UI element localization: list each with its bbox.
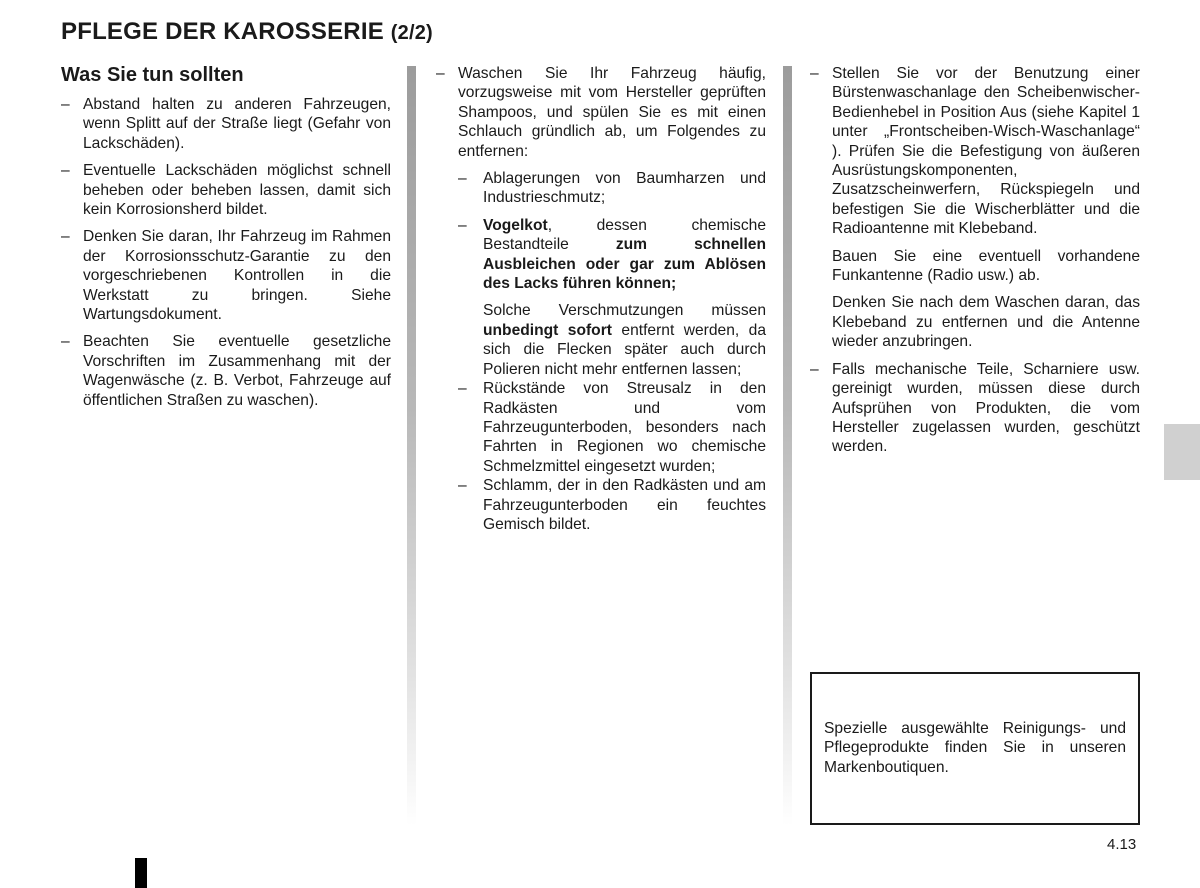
- sub-list-item: [458, 476, 766, 534]
- sub-list-item: [458, 379, 766, 476]
- section-heading: Was Sie tun sollten: [61, 64, 244, 86]
- paragraph-text: entfernt werden, da sich die Flecken später auch durch Polieren nicht mehr entfernen lassen;: [483, 321, 766, 378]
- dash-bullet: –: [458, 477, 467, 495]
- list-item: [436, 64, 766, 161]
- sub-list-item-text: Ablagerungen von Baumharzen und Industrieschmutz;: [483, 170, 766, 207]
- paragraph: Bauen Sie eine eventuell vorhandene Funkantenne (Radio usw.) ab.: [832, 247, 1140, 285]
- dash-bullet: –: [458, 380, 467, 398]
- column-car-wash: [810, 64, 1140, 465]
- page-number: 4.13: [1107, 836, 1137, 853]
- list-item: [810, 360, 1140, 457]
- dash-bullet: –: [61, 333, 70, 351]
- note-text: Spezielle ausgewählte Reinigungs- und Pflegeprodukte finden Sie in unseren Markenboutiquen.: [824, 720, 1126, 776]
- list-item-text: Waschen Sie Ihr Fahrzeug häufig, vorzugsweise mit vom Hersteller geprüften Shampoos, und spülen Sie es mit einen Schlauch gründlich ab, um Folgendes zu entfernen:: [458, 65, 766, 160]
- column-divider: [783, 66, 792, 826]
- list-item-text: Beachten Sie eventuelle gesetzliche Vorschriften im Zusammenhang mit der Wagenwäsche (z. B. Verbot, Fahrzeuge auf öffentlichen Straßen zu waschen).: [83, 333, 391, 409]
- column-what-to-do: [61, 64, 391, 418]
- dash-bullet: –: [458, 216, 467, 234]
- column-washing: [436, 64, 766, 534]
- list-item-text: Stellen Sie vor der Benutzung einer Bürstenwaschanlage den Scheibenwischer-Bedienhebel in Position Aus (siehe Kapitel 1 unter „Frontscheiben-Wisch-Waschanlage“ ). Prüfen Sie die Befestigung von äußeren Ausrüstungskomponenten, Zusatzscheinwerfern, Rückspiegeln und befestigen Sie die Wischerblätter und die Radioantenne mit Klebeband.: [832, 65, 1140, 238]
- dash-bullet: –: [61, 96, 70, 113]
- list-item: [61, 227, 391, 324]
- column-divider: [407, 66, 416, 826]
- list-item-text: Abstand halten zu anderen Fahrzeugen, wenn Splitt auf der Straße liegt (Gefahr von Lackschäden).: [83, 96, 391, 152]
- page-title: [61, 18, 433, 46]
- sub-paragraph: [483, 301, 766, 379]
- sub-list-item-text: Rückstände von Streusalz in den Radkästen und vom Fahrzeugunterboden, besonders nach Fahrten in Regionen wo chemische Schmelzmittel eingesetzt wurden;: [483, 380, 766, 475]
- list-item: [61, 332, 391, 410]
- list-item: [810, 64, 1140, 239]
- chapter-tab: [1164, 424, 1200, 480]
- emphasis-text: zum schnellen Ausbleichen oder gar zum Ablösen des Lacks führen können;: [483, 236, 766, 293]
- paragraph: Denken Sie nach dem Waschen daran, das Klebeband zu entfernen und die Antenne wieder anzubringen.: [832, 294, 1140, 351]
- dash-bullet: –: [458, 170, 467, 188]
- note-box: [810, 672, 1140, 825]
- paragraph-text: Solche Verschmutzungen müssen: [483, 302, 766, 320]
- emphasis-text: Vogelkot: [483, 216, 548, 234]
- sub-list-item: [458, 169, 766, 208]
- page-title-text: PFLEGE DER KAROSSERIE: [61, 18, 384, 45]
- dash-bullet: –: [61, 162, 70, 180]
- dash-bullet: –: [810, 360, 819, 378]
- crop-mark: [135, 858, 147, 888]
- list-item-text: Falls mechanische Teile, Scharniere usw. gereinigt wurden, müssen diese durch Aufsprühen von Produkten, die vom Hersteller zugelassen wurden, geschützt werden.: [832, 360, 1140, 456]
- dash-bullet: –: [61, 228, 70, 246]
- dash-bullet: –: [436, 65, 445, 82]
- sub-list-item-text: , dessen chemische Bestandteile: [483, 216, 766, 254]
- list-item-text: Denken Sie daran, Ihr Fahrzeug im Rahmen der Korrosionsschutz-Garantie zu den vorgeschriebenen Kontrollen in die Werkstatt zu bringen. Siehe Wartungsdokument.: [83, 228, 391, 324]
- list-item: [61, 161, 391, 219]
- list-item-text: Eventuelle Lackschäden möglichst schnell beheben oder beheben lassen, damit sich kein Korrosionsherd bildet.: [83, 162, 391, 219]
- dash-bullet: –: [810, 65, 819, 82]
- emphasis-text: unbedingt sofort: [483, 321, 612, 339]
- list-item: [61, 95, 391, 153]
- sub-list-item: [458, 216, 766, 294]
- sub-list-item-text: Schlamm, der in den Radkästen und am Fahrzeugunterboden ein feuchtes Gemisch bildet.: [483, 477, 766, 533]
- page-title-part: (2/2): [390, 22, 433, 44]
